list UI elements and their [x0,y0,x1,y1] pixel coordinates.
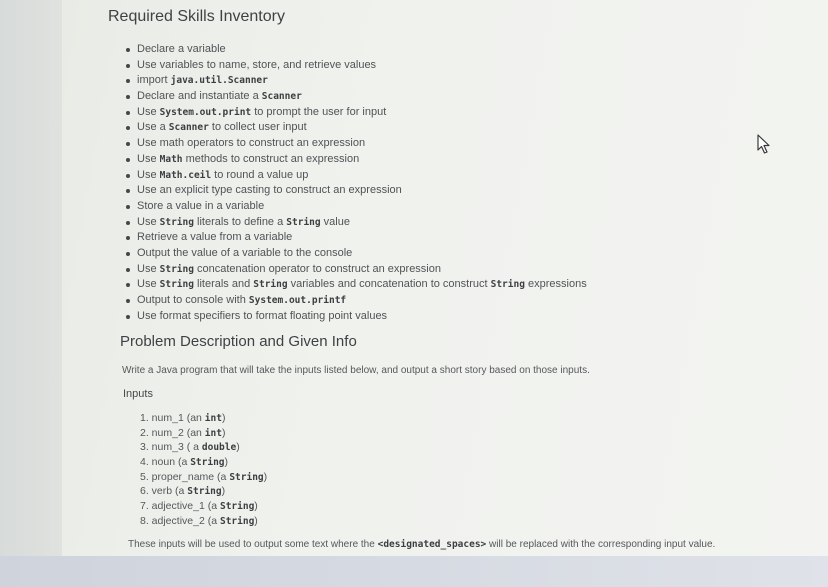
inline-code: java.util.Scanner [170,75,268,87]
skill-item: Use System.out.print to prompt the user for input [124,105,587,121]
inline-code: <designated_spaces> [377,539,487,550]
input-item: 3. num_3 ( a double) [140,441,240,454]
skill-item: Use String concatenation operator to construct an expression [124,262,587,278]
inline-code: Scanner [168,122,209,134]
problem-description: Write a Java program that will take the inputs listed below, and output a short story based on those inputs. [122,365,590,376]
input-item: 4. noun (a String) [140,456,229,469]
problem-heading: Problem Description and Given Info [120,333,357,350]
skill-item: Use String literals to define a String value [124,215,587,231]
skill-item: Use Math methods to construct an expression [124,152,587,168]
input-item: 5. proper_name (a String) [140,470,268,483]
left-gutter [0,0,62,587]
skill-item: Use a Scanner to collect user input [124,120,587,136]
inline-code: String [229,471,264,483]
inline-code: String [253,279,288,291]
skill-item: Use format specifiers to format floating point values [124,309,587,325]
skill-item: Declare a variable [124,42,587,58]
inline-code: double [201,442,237,454]
skill-item: Store a value in a variable [124,199,587,215]
skill-item: Output to console with System.out.printf [124,293,587,309]
inline-code: String [159,279,194,291]
inline-code: int [204,413,222,424]
inputs-label: Inputs [123,388,153,400]
inputs-footnote: These inputs will be used to output some text where the <designated_spaces> will be replaced with the corresponding input value. [128,539,716,550]
mouse-pointer-icon [757,134,771,154]
skill-item: Declare and instantiate a Scanner [124,89,587,105]
inline-code: String [286,216,321,228]
skill-item: Output the value of a variable to the console [124,246,587,262]
inline-code: String [490,279,525,291]
inline-code: String [159,263,194,275]
skills-list [124,42,587,324]
input-item: 2. num_2 (an int) [140,426,226,439]
inline-code: String [159,216,194,228]
inline-code: System.out.print [159,106,252,118]
inline-code: Math.ceil [159,169,212,181]
skill-item: Use String literals and String variables and concatenation to construct String expressions [124,277,587,293]
inline-code: String [190,457,225,469]
inline-code: String [219,515,255,527]
inline-code: System.out.printf [248,295,347,306]
skills-heading: Required Skills Inventory [108,8,285,25]
inline-code: String [187,486,222,498]
inline-code: Math [159,153,183,165]
document-page [62,0,828,556]
skill-item: Use variables to name, store, and retrieve values [124,58,587,74]
skill-item: Use Math.ceil to round a value up [124,168,587,184]
skill-item: Retrieve a value from a variable [124,230,587,246]
input-item: 1. num_1 (an int) [140,412,226,424]
input-item: 8. adjective_2 (a String) [140,514,258,527]
skill-item: import java.util.Scanner [124,73,587,89]
input-item: 7. adjective_1 (a String) [140,500,258,513]
inputs-list [140,411,267,529]
skill-item: Use math operators to construct an expression [124,136,587,152]
input-item: 6. verb (a String) [140,485,226,498]
inline-code: String [219,501,255,513]
inline-code: int [204,427,222,439]
inline-code: Scanner [261,91,302,103]
screen-bottom-bezel [0,556,828,587]
skill-item: Use an explicit type casting to construct an expression [124,183,587,199]
